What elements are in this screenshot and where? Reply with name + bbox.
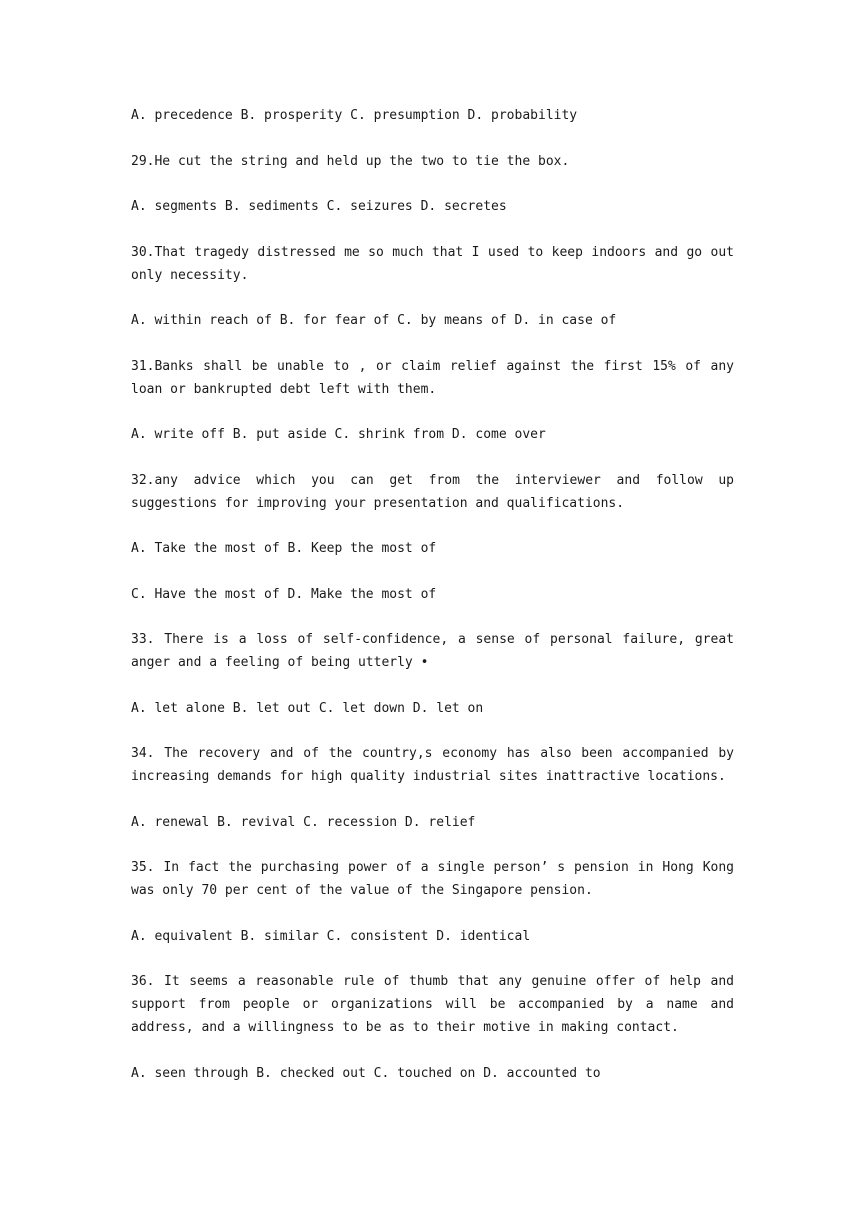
question-30: 30.That tragedy distressed me so much that I used to keep indoors and go out only necessity. (131, 244, 734, 283)
question-33: 33. There is a loss of self-confidence, a sense of personal failure, great anger and a feeling of being utterly • (131, 632, 734, 670)
answer-options-35: A. equivalent B. similar C. consistent D. identical (131, 928, 531, 944)
document-page (131, 104, 734, 1107)
answer-options-32-a-b: A. Take the most of B. Keep the most of (131, 541, 437, 556)
question-36: 36. It seems a reasonable rule of thumb that any genuine offer of help and support from people or organizations will be accompanied by a name and address, and a willingness to be as to their motive in making contact. (131, 974, 734, 1035)
question-34: 34. The recovery and of the country,s economy has also been accompanied by increasing demands for high quality industrial sites inattractive locations. (131, 746, 734, 784)
question-32: 32.any advice which you can get from the interviewer and follow up suggestions for improving your presentation and qualifications. (131, 472, 734, 511)
answer-options-28: A. precedence B. prosperity C. presumption D. probability (131, 108, 578, 123)
answer-options-32-c-d: C. Have the most of D. Make the most of (131, 586, 437, 602)
answer-options-30: A. within reach of B. for fear of C. by means of D. in case of (131, 313, 617, 328)
question-31: 31.Banks shall be unable to , or claim relief against the first 15% of any loan or bankrupted debt left with them. (131, 358, 734, 397)
question-35: 35. In fact the purchasing power of a single person’ s pension in Hong Kong was only 70 per cent of the value of the Singapore pension. (131, 860, 734, 898)
question-29: 29.He cut the string and held up the two to tie the box. (131, 153, 570, 169)
answer-options-29: A. segments B. sediments C. seizures D. secretes (131, 199, 507, 214)
answer-options-33: A. let alone B. let out C. let down D. let on (131, 700, 484, 716)
answer-options-34: A. renewal B. revival C. recession D. relief (131, 814, 476, 830)
answer-options-31: A. write off B. put aside C. shrink from D. come over (131, 427, 546, 442)
answer-options-36: A. seen through B. checked out C. touched on D. accounted to (131, 1065, 601, 1081)
